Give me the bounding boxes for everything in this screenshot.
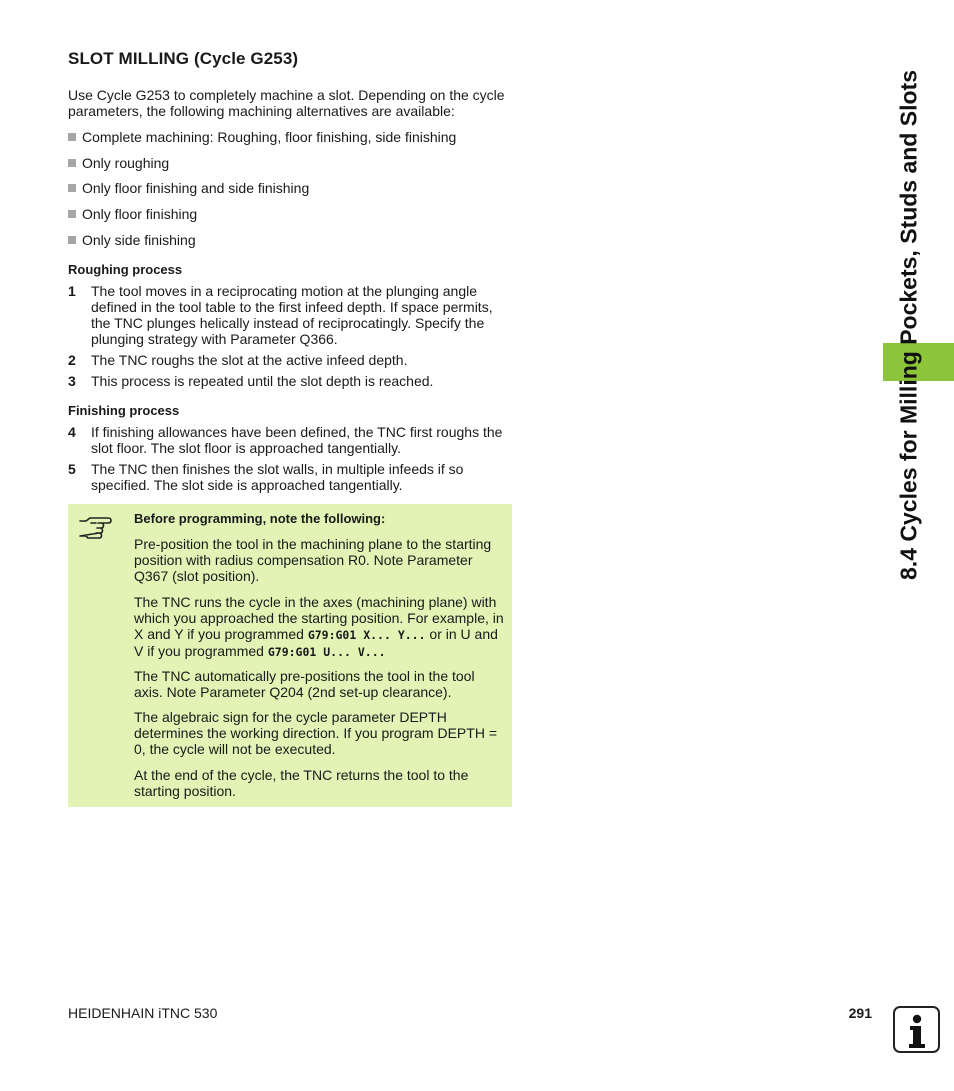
- code-snippet: G79:G01 U... V...: [267, 645, 386, 659]
- list-item: Complete machining: Roughing, floor finishing, side finishing: [68, 129, 456, 145]
- note-paragraph: Pre-position the tool in the machining plane to the starting position with radius compensation R0. Note Parameter Q367 (slot position).: [134, 536, 492, 584]
- step-item: 1 The tool moves in a reciprocating motion at the plunging angle defined in the tool table to the first infeed depth. If space permits, the TNC plunges helically instead of reciprocatingly. Specify the plunging strategy with Parameter Q366.: [68, 283, 493, 347]
- note-paragraph: At the end of the cycle, the TNC returns the tool to the starting position.: [134, 767, 469, 799]
- note-box: [68, 504, 512, 807]
- chapter-title: 8.4 Cycles for Milling Pockets, Studs and Slots: [895, 70, 922, 580]
- note-paragraph: The algebraic sign for the cycle parameter DEPTH determines the working direction. If you program DEPTH = 0, the cycle will not be executed.: [134, 709, 497, 757]
- bullet-square-icon: [68, 236, 76, 244]
- info-icon: [893, 1006, 940, 1053]
- list-item: Only floor finishing: [68, 206, 197, 222]
- bullet-square-icon: [68, 184, 76, 192]
- intro-paragraph: Use Cycle G253 to completely machine a slot. Depending on the cycle parameters, the following machining alternatives are available:: [68, 87, 505, 119]
- footer-product: HEIDENHAIN iTNC 530: [68, 1005, 218, 1021]
- list-item: Only roughing: [68, 155, 169, 171]
- page-title: SLOT MILLING (Cycle G253): [68, 49, 299, 68]
- step-item: 5 The TNC then finishes the slot walls, in multiple infeeds if so specified. The slot side is approached tangentially.: [68, 461, 464, 493]
- bullet-square-icon: [68, 210, 76, 218]
- step-item: 2 The TNC roughs the slot at the active infeed depth.: [68, 352, 408, 368]
- list-item: Only floor finishing and side finishing: [68, 180, 309, 196]
- step-item: 3 This process is repeated until the slot depth is reached.: [68, 373, 434, 389]
- step-item: 4 If finishing allowances have been defined, the TNC first roughs the slot floor. The slot floor is approached tangentially.: [68, 424, 503, 456]
- note-heading: Before programming, note the following:: [134, 511, 386, 526]
- page-number: 291: [848, 1005, 872, 1021]
- finishing-heading: Finishing process: [68, 403, 180, 418]
- note-paragraph: The TNC automatically pre-positions the tool in the tool axis. Note Parameter Q204 (2nd set-up clearance).: [134, 668, 475, 700]
- list-item: Only side finishing: [68, 232, 196, 248]
- code-snippet: G79:G01 X... Y...: [307, 628, 426, 642]
- bullet-square-icon: [68, 133, 76, 141]
- pointing-hand-icon: [78, 512, 114, 540]
- roughing-heading: Roughing process: [68, 262, 183, 277]
- note-paragraph: The TNC runs the cycle in the axes (machining plane) with which you approached the starting position. For example, in X and Y if you programmed G79:G01 X... Y... or in U and V if you programmed G79:G01 U... V...: [134, 594, 504, 659]
- bullet-square-icon: [68, 159, 76, 167]
- chapter-title-vertical: [889, 30, 929, 620]
